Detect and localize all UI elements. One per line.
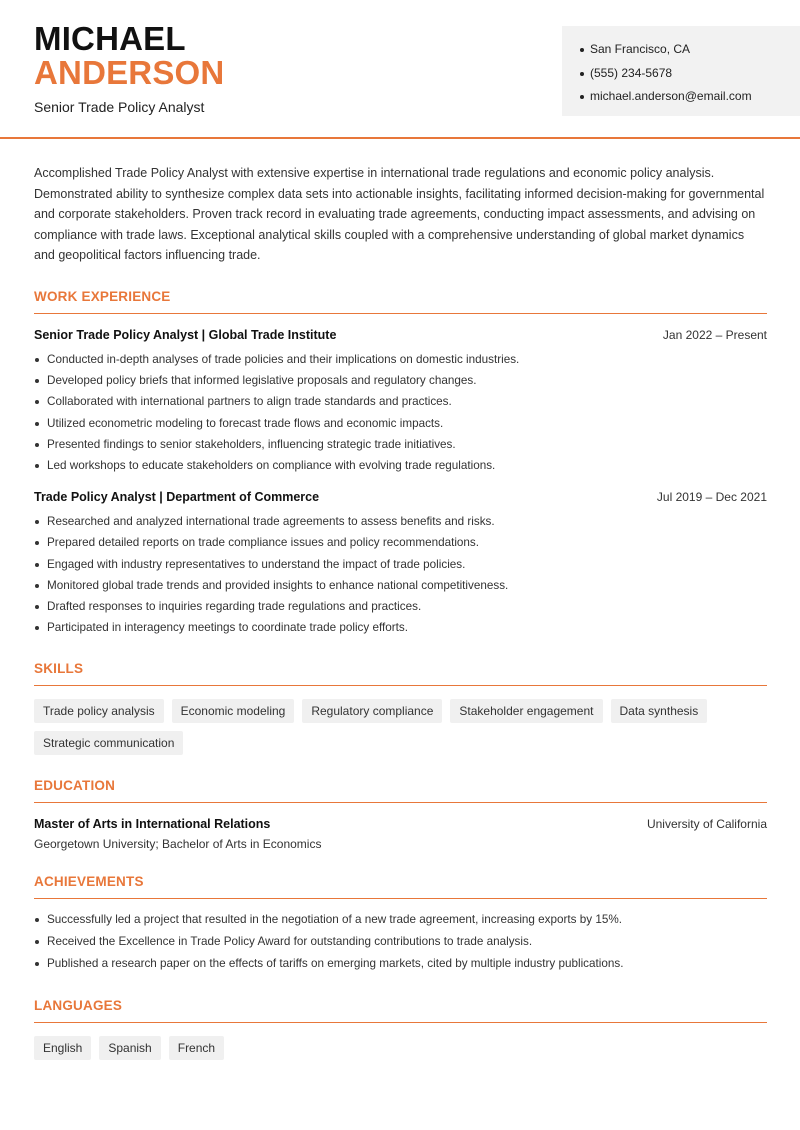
skills-tags [34, 699, 767, 755]
list-item: Prepared detailed reports on trade compliance issues and policy recommendations. [34, 532, 767, 553]
school: University of California [646, 817, 767, 832]
job-bullets [34, 511, 767, 638]
contact-box [562, 26, 800, 116]
education-detail: Georgetown University; Bachelor of Arts in Economics [34, 837, 322, 852]
degree: Master of Arts in International Relations [34, 817, 271, 832]
list-item: Led workshops to educate stakeholders on compliance with evolving trade regulations. [34, 455, 767, 476]
language-tag: Spanish [99, 1036, 160, 1060]
list-item: Successfully led a project that resulted in the negotiation of a new trade agreement, increasing exports by 15%. [34, 909, 767, 931]
skill-tag: Stakeholder engagement [450, 699, 602, 723]
contact-location: San Francisco, CA [580, 38, 800, 62]
list-item: Utilized econometric modeling to forecast trade flows and economic impacts. [34, 413, 767, 434]
job-role: Senior Trade Policy Analyst [34, 99, 205, 115]
job-date: Jan 2022 – Present [662, 327, 767, 342]
section-title-work: WORK EXPERIENCE [34, 289, 767, 314]
list-item: Conducted in-depth analyses of trade policies and their implications on domestic industries. [34, 349, 767, 370]
skill-tag: Regulatory compliance [302, 699, 442, 723]
skill-tag: Strategic communication [34, 731, 183, 755]
language-tag: French [169, 1036, 224, 1060]
contact-list [562, 26, 800, 109]
language-tag: English [34, 1036, 91, 1060]
first-name: MICHAEL [34, 20, 186, 57]
language-tags [34, 1036, 767, 1060]
job-entry [34, 490, 767, 638]
achievement-list [34, 909, 767, 975]
list-item: Participated in interagency meetings to coordinate trade policy efforts. [34, 617, 767, 638]
contact-phone: (555) 234-5678 [580, 62, 800, 86]
list-item: Drafted responses to inquiries regarding trade regulations and practices. [34, 596, 767, 617]
list-item: Presented findings to senior stakeholders, influencing strategic trade initiatives. [34, 434, 767, 455]
skill-tag: Data synthesis [611, 699, 708, 723]
skill-tag: Economic modeling [172, 699, 295, 723]
list-item: Published a research paper on the effects of tariffs on emerging markets, cited by multiple industry publications. [34, 953, 767, 975]
achievements [34, 909, 767, 975]
last-name: ANDERSON [34, 54, 225, 91]
list-item: Received the Excellence in Trade Policy Award for outstanding contributions to trade analysis. [34, 931, 767, 953]
list-item: Collaborated with international partners to align trade standards and practices. [34, 391, 767, 412]
job-date: Jul 2019 – Dec 2021 [656, 490, 767, 505]
job-title: Senior Trade Policy Analyst | Global Trade Institute [34, 327, 337, 342]
resume-body [34, 163, 767, 1060]
education-header [34, 817, 767, 831]
job-entry [34, 328, 767, 476]
job-header [34, 328, 767, 342]
section-title-languages: LANGUAGES [34, 998, 767, 1023]
resume-header [0, 0, 800, 139]
section-title-achievements: ACHIEVEMENTS [34, 874, 767, 899]
summary: Accomplished Trade Policy Analyst with extensive expertise in international trade regulations and economic policy analysis. Demonstrated ability to synthesize complex data sets into actionable insights, facilitating informed decision-making for governmental and corporate stakeholders. Proven track record in evaluating trade agreements, conducting impact assessments, and advising on compliance with trade laws. Exceptional analytical skills coupled with a comprehensive understanding of global market dynamics and geopolitical factors influencing trade. [34, 166, 765, 263]
skill-tag: Trade policy analysis [34, 699, 164, 723]
job-bullets [34, 349, 767, 476]
section-title-education: EDUCATION [34, 778, 767, 803]
contact-email: michael.anderson@email.com [580, 85, 800, 109]
list-item: Researched and analyzed international trade agreements to assess benefits and risks. [34, 511, 767, 532]
candidate-name [34, 22, 224, 90]
job-header [34, 490, 767, 504]
list-item: Monitored global trade trends and provided insights to enhance national competitiveness. [34, 575, 767, 596]
job-title: Trade Policy Analyst | Department of Commerce [34, 490, 320, 505]
list-item: Developed policy briefs that informed legislative proposals and regulatory changes. [34, 370, 767, 391]
list-item: Engaged with industry representatives to understand the impact of trade policies. [34, 554, 767, 575]
section-title-skills: SKILLS [34, 661, 767, 686]
